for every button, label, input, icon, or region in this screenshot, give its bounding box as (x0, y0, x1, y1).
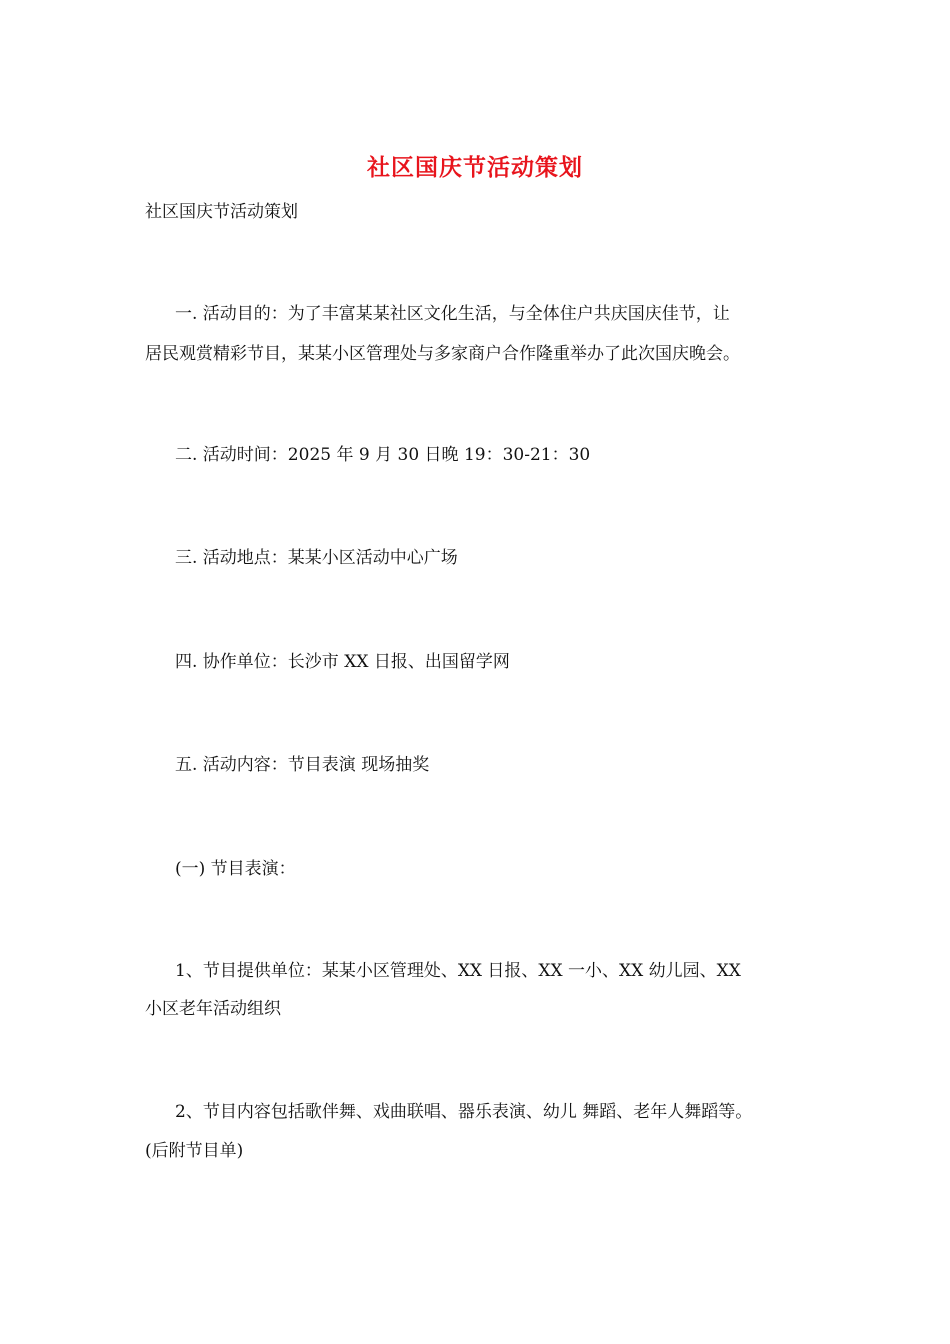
program-sub-heading: (一) 节目表演： (175, 859, 296, 879)
purpose-line-2: 居民观赏精彩节目，某某小区管理处与多家商户合作隆重举办了此次国庆晚会。 (145, 344, 740, 364)
item-2-line-1: 2、节目内容包括歌伴舞、戏曲联唱、器乐表演、幼儿 舞蹈、老年人舞蹈等。 (175, 1102, 753, 1122)
item-1-line-1: 1、节目提供单位：某某小区管理处、XX 日报、XX 一小、XX 幼儿园、XX (175, 961, 741, 981)
purpose-line-1: 一. 活动目的：为了丰富某某社区文化生活，与全体住户共庆国庆佳节，让 (175, 304, 730, 324)
document-title: 社区国庆节活动策划 (367, 154, 583, 181)
item-2-line-2: (后附节目单) (145, 1141, 244, 1161)
document-subtitle: 社区国庆节活动策划 (145, 202, 298, 222)
activity-content: 五. 活动内容：节目表演 现场抽奖 (175, 755, 430, 775)
item-1-line-2: 小区老年活动组织 (145, 999, 281, 1019)
activity-partners: 四. 协作单位：长沙市 XX 日报、出国留学网 (175, 652, 510, 672)
activity-location: 三. 活动地点：某某小区活动中心广场 (175, 548, 458, 568)
activity-time: 二. 活动时间：2025 年 9 月 30 日晚 19：30-21：30 (175, 445, 591, 465)
